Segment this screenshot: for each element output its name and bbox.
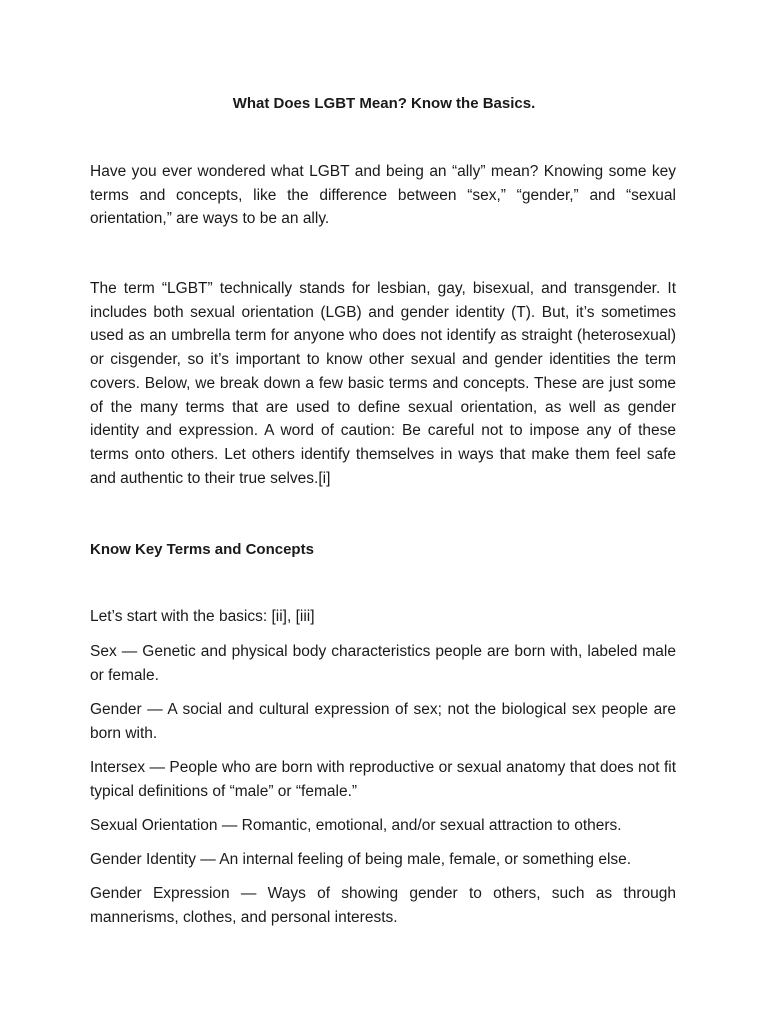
- term-gender-expression: Gender Expression — Ways of showing gender to others, such as through mannerisms, clothes, and personal interests.: [90, 885, 676, 926]
- page-title: What Does LGBT Mean? Know the Basics.: [232, 95, 536, 112]
- term-gender: Gender — A social and cultural expression of sex; not the biological sex people are born with.: [90, 701, 676, 742]
- term-sex: Sex — Genetic and physical body characteristics people are born with, labeled male or female.: [90, 643, 676, 684]
- term-intersex: Intersex — People who are born with reproductive or sexual anatomy that does not fit typical definitions of “male” or “female.”: [90, 759, 676, 800]
- term-gender-identity: Gender Identity — An internal feeling of being male, female, or something else.: [90, 851, 632, 868]
- basics-intro: Let’s start with the basics: [ii], [iii]: [90, 608, 315, 625]
- intro-paragraph: Have you ever wondered what LGBT and being an “ally” mean? Knowing some key terms and concepts, like the difference between “sex,” “gender,” and “sexual orientation,” are ways to be an ally.: [90, 163, 676, 228]
- term-sexual-orientation: Sexual Orientation — Romantic, emotional, and/or sexual attraction to others.: [90, 817, 622, 834]
- lgbt-definition-paragraph: The term “LGBT” technically stands for lesbian, gay, bisexual, and transgender. It includes both sexual orientation (LGB) and gender identity (T). But, it’s sometimes used as an umbrella term for anyone who does not identify as straight (heterosexual) or cisgender, so it’s important to know other sexual and gender identities the term covers. Below, we break down a few basic terms and concepts. These are just some of the many terms that are used to define sexual orientation, as well as gender identity and expression. A word of caution: Be careful not to impose any of these terms onto others. Let others identify themselves in ways that make them feel safe and authentic to their true selves.[i]: [90, 280, 676, 487]
- section-heading: Know Key Terms and Concepts: [90, 541, 314, 558]
